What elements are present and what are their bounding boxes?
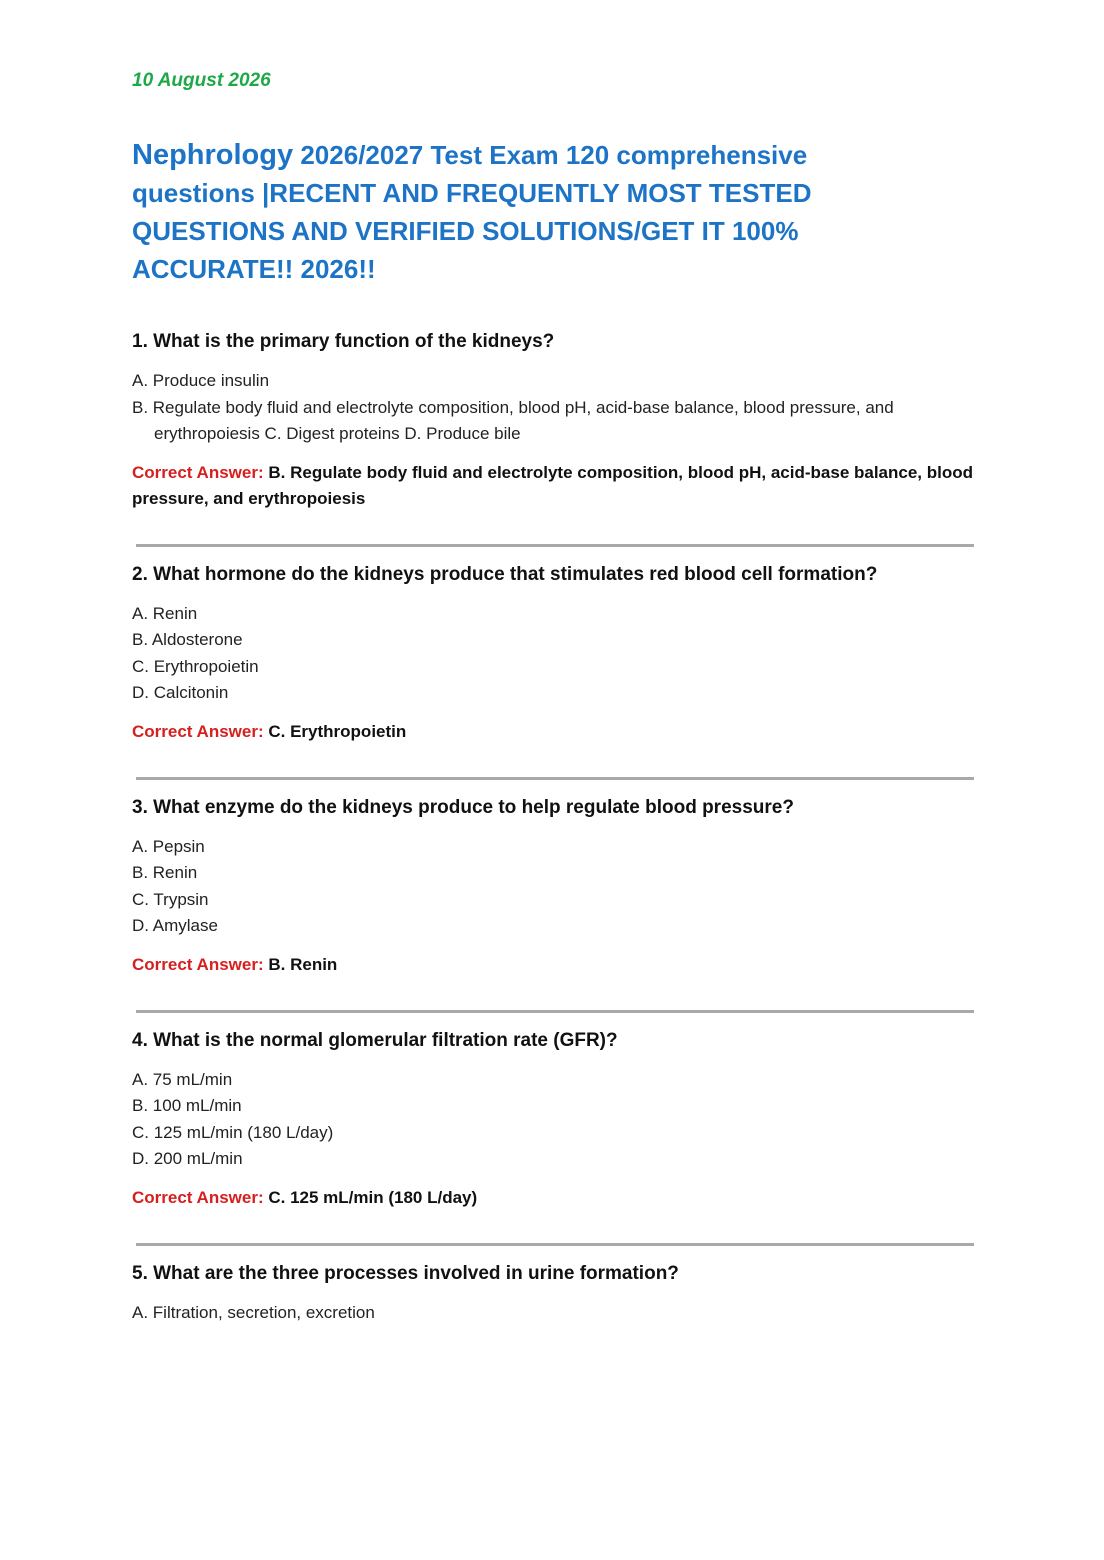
option-list	[132, 601, 974, 707]
question-list	[132, 328, 974, 1338]
question-divider	[136, 1243, 974, 1246]
option-c: C. 125 mL/min (180 L/day)	[132, 1122, 334, 1142]
title-lead: Nephrology	[132, 139, 294, 171]
question-divider	[136, 1010, 974, 1013]
option-d: D. 200 mL/min	[132, 1149, 243, 1168]
question-text: 1. What is the primary function of the kidneys?	[132, 331, 555, 352]
question-5	[132, 1260, 974, 1327]
question-text: 4. What is the normal glomerular filtration rate (GFR)?	[132, 1029, 618, 1051]
option-a: A. Filtration, secretion, excretion	[132, 1302, 375, 1322]
title-rest: 2026/2027 Test Exam 120 comprehensive questions |RECENT AND FREQUENTLY MOST TESTED QUESTIONS AND VERIFIED SOLUTIONS/GET IT 100% ACCURATE!! 2026!!	[132, 140, 812, 284]
document-date: 10 August 2026	[132, 70, 271, 91]
question-text: 2. What hormone do the kidneys produce that stimulates red blood cell formation?	[132, 563, 878, 585]
question-text: 3. What enzyme do the kidneys produce to help regulate blood pressure?	[132, 796, 794, 818]
question-4	[132, 1027, 974, 1211]
option-a: A. Produce insulin	[132, 371, 270, 390]
option-b: B. Regulate body fluid and electrolyte composition, blood pH, acid-base balance, blood pressure, and erythropoiesis C. Digest proteins D. Produce bile	[132, 397, 894, 443]
answer-text: C. 125 mL/min (180 L/day)	[268, 1187, 478, 1207]
correct-answer	[132, 952, 974, 978]
question-3	[132, 794, 974, 978]
answer-label: Correct Answer:	[132, 1187, 264, 1207]
option-b: B. 100 mL/min	[132, 1096, 242, 1115]
option-d: D. Amylase	[132, 916, 218, 935]
option-list	[132, 834, 974, 940]
answer-label: Correct Answer:	[132, 954, 264, 974]
question-divider	[136, 777, 974, 780]
document-title	[132, 136, 832, 288]
question-text: 5. What are the three processes involved in urine formation?	[132, 1262, 679, 1284]
question-1	[132, 328, 974, 512]
option-a: A. 75 mL/min	[132, 1069, 233, 1089]
option-b: B. Renin	[132, 863, 198, 882]
answer-text: B. Renin	[268, 954, 338, 974]
correct-answer	[132, 460, 974, 512]
answer-label: Correct Answer:	[132, 462, 264, 482]
correct-answer	[132, 719, 974, 745]
option-d: D. Calcitonin	[132, 683, 229, 702]
option-a: A. Renin	[132, 603, 198, 623]
option-b: B. Aldosterone	[132, 630, 243, 649]
correct-answer	[132, 1185, 974, 1211]
option-c: C. Erythropoietin	[132, 656, 259, 676]
question-divider	[136, 544, 974, 547]
option-list	[132, 368, 974, 448]
answer-label: Correct Answer:	[132, 721, 264, 741]
option-c: C. Trypsin	[132, 889, 209, 909]
answer-text: B. Regulate body fluid and electrolyte composition, blood pH, acid-base balance, blood pressure, and erythropoiesis	[132, 462, 974, 508]
question-2	[132, 561, 974, 745]
option-a: A. Pepsin	[132, 836, 205, 856]
option-list	[132, 1300, 974, 1327]
answer-text: C. Erythropoietin	[268, 721, 407, 741]
option-list	[132, 1067, 974, 1173]
